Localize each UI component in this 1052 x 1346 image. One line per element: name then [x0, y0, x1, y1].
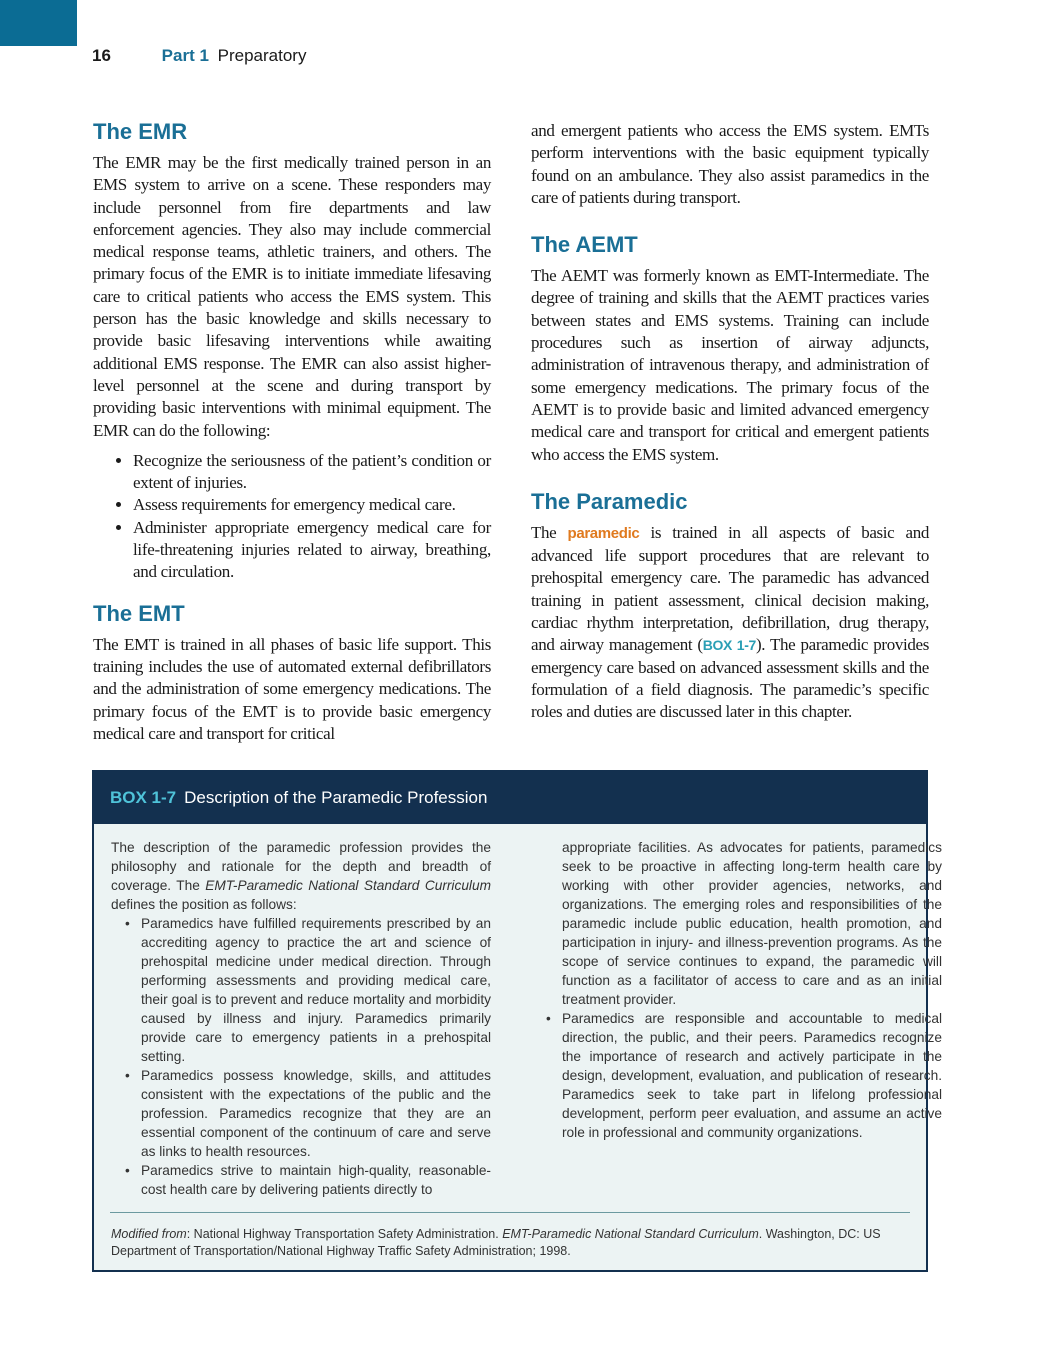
box-bullet-list-2	[562, 1009, 942, 1142]
emr-bullet: • Assess requirements for emergency medical care.	[133, 494, 491, 516]
section-title: Preparatory	[217, 46, 307, 65]
box-bullet: • Paramedics have fulfilled requirements prescribed by an accrediting agency to practice the art and science of prehospital medicine under medical direction. Through performing assessments and providing medical care, their goal is to prevent and reduce mortality and morbidity caused by illness and injury. Paramedics primarily provide care to emergency patients in a prehospital setting.	[141, 914, 491, 1066]
paramedic-text-2: ). The paramedic provides emergency care based on advanced assessment skills and the formulation of a field diagnosis. The paramedic’s specific roles and duties are discussed later in this chapter.	[531, 635, 930, 722]
emr-heading: The EMR	[93, 119, 188, 144]
box-intro	[111, 838, 491, 914]
emr-bullet-list	[93, 450, 491, 584]
emr-paragraph: The EMR may be the first medically trained person in an EMS system to arrive on a scene. These responders may include personnel from fire departments and law enforcement agencies. They also may include commercial medical response teams, athletic trainers, and others. The primary focus of the EMR is to initiate immediate lifesaving care to critical patients who access the EMS system. This person has the basic knowledge and skills necessary to provide basic lifesaving interventions while awaiting additional EMS response. The EMR can also assist higher-level personnel at the scene and during transport by providing basic interventions with minimal equipment. The EMR can do the following:	[93, 153, 491, 440]
source-label: Modified from	[111, 1227, 187, 1241]
box-bullet: • Paramedics strive to maintain high-quality, reasonable-cost health care by delivering patients directly to	[141, 1161, 491, 1199]
aemt-heading: The AEMT	[531, 232, 638, 258]
box-divider	[110, 1212, 910, 1213]
box-bullet: • Paramedics are responsible and accountable to medical direction, the public, and their peers. Paramedics recognize the importance of research and actively participate in the design, development, evaluation, and publication of research. Paramedics seek to take part in lifelong professional development, perform peer evaluation, and assume an active role in professional and community organizations.	[562, 1009, 942, 1142]
box-label: BOX 1-7	[110, 788, 177, 807]
source-text-2: . Washington, DC: US Department of Transportation/National Highway Traffic Safety Administration; 1998.	[111, 1227, 881, 1258]
source-text: : National Highway Transportation Safety Administration.	[186, 1227, 499, 1241]
right-column	[531, 120, 929, 724]
source-curriculum: EMT-Paramedic National Standard Curriculum	[502, 1227, 759, 1241]
box-intro-text-2: defines the position as follows:	[111, 897, 297, 912]
running-head	[92, 46, 306, 66]
aemt-paragraph: The AEMT was formerly known as EMT-Intermediate. The degree of training and skills that the AEMT practices varies between states and EMS systems. Training can include procedures such as insertion of airway adjuncts, administration of intravenous therapy, and administration of some emergency medications. The primary focus of the AEMT is to provide basic and limited advanced emergency medical care and transport for critical and emergent patients who access the EMS system.	[531, 266, 929, 464]
box-bullet: • Paramedics possess knowledge, skills, and attitudes consistent with the expectations of the public and the profession. Paramedics recognize that they are an essential component of the continuum of care and serve as links to health resources.	[141, 1066, 491, 1161]
paramedic-paragraph	[531, 522, 929, 724]
emt-heading: The EMT	[93, 600, 185, 626]
box-1-7	[92, 770, 942, 1272]
box-right-column	[562, 838, 942, 1142]
emt-paragraph: The EMT is trained in all phases of basic life support. This training includes the use of automated external defibrillators and the administration of some emergency medications. The primary focus of the EMT is to provide basic emergency medical care and transport for critical	[93, 634, 491, 743]
box-source-note	[111, 1226, 910, 1260]
chapter-tab	[0, 0, 77, 46]
emt-continuation: and emergent patients who access the EMS system. EMTs perform interventions with the basic equipment typically found on an ambulance. They also assist paramedics in the care of patients during transport.	[531, 121, 929, 207]
box-reference-link[interactable]: BOX 1-7	[702, 637, 756, 654]
box-header	[94, 772, 926, 824]
box-intro-text: The description of the paramedic profession provides the philosophy and rationale for the depth and breadth of coverage. The	[111, 840, 491, 893]
emr-bullet: • Administer appropriate emergency medical care for life-threatening injuries related to airway, breathing, and circulation.	[133, 517, 491, 584]
paramedic-intro: The	[531, 522, 557, 542]
box-intro-curriculum: EMT-Paramedic National Standard Curriculum	[205, 878, 491, 893]
box-bullet-list	[111, 914, 491, 1199]
page-number: 16	[92, 46, 111, 65]
part-label: Part 1	[161, 46, 209, 65]
box-left-column	[111, 838, 491, 1199]
paramedic-heading: The Paramedic	[531, 488, 688, 514]
paramedic-text-1: is trained in all aspects of basic and advanced life support procedures that are relevant to prehospital emergency care. The paramedic has advanced training in patient assessment, clinical decision making, cardiac rhythm interpretation, defibrillation, drug therapy, and airway management (	[531, 522, 929, 655]
left-column	[93, 118, 491, 745]
box-title: Description of the Paramedic Profession	[184, 788, 488, 807]
paramedic-key-term[interactable]: paramedic	[567, 524, 640, 542]
emr-bullet: • Recognize the seriousness of the patient’s condition or extent of injuries.	[133, 450, 491, 495]
box-bullet-continuation: appropriate facilities. As advocates for patients, paramedics seek to be proactive in affecting long-term health care by working with other provider agencies, networks, and organizations. The emerging roles and responsibilities of the paramedic include public education, health promotion, and participation in injury- and illness-prevention programs. As the scope of service continues to expand, the paramedic will function as a facilitator of access to care and as an initial treatment provider.	[562, 840, 942, 1007]
